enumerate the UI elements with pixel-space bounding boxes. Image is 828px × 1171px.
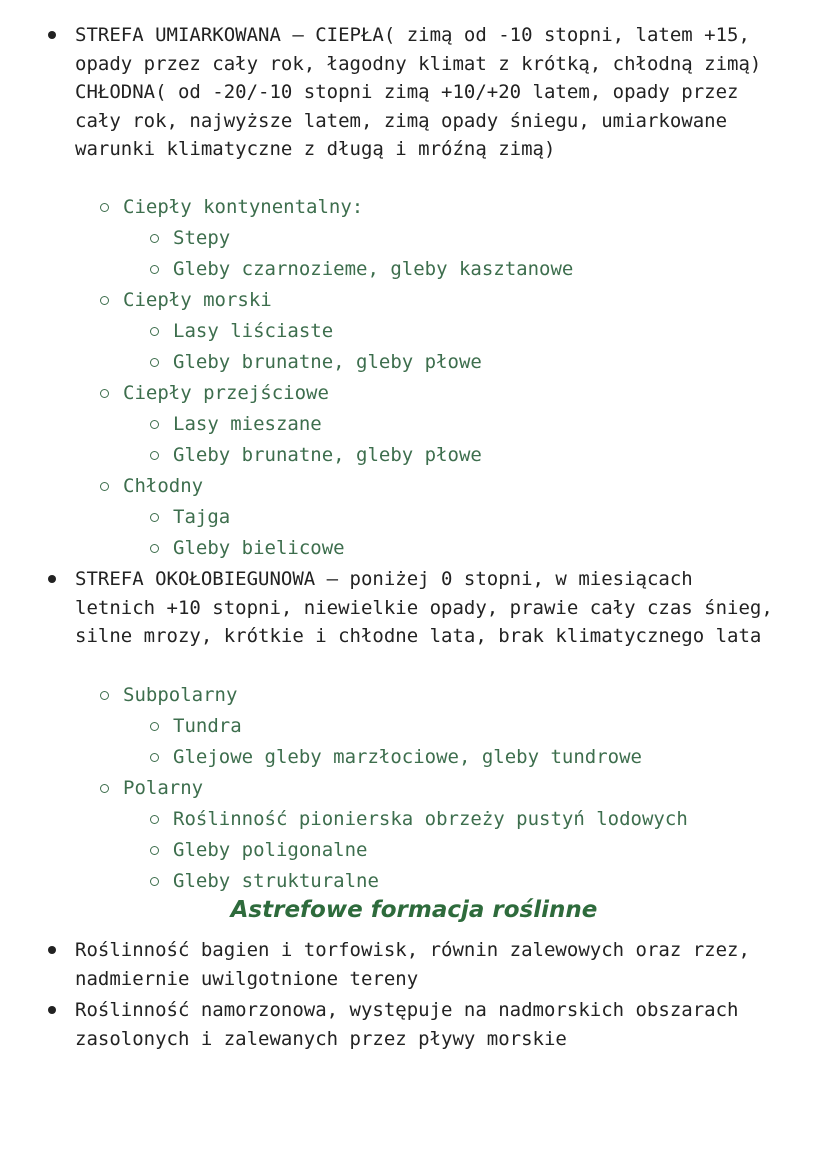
- circle-bullet-icon: [150, 420, 159, 429]
- circle-bullet-icon: [100, 691, 109, 700]
- item-taiga: Tajga: [173, 502, 230, 533]
- item-deciduous-forests: Lasy liściaste: [173, 316, 333, 347]
- circle-bullet-icon: [150, 234, 159, 243]
- item-soils-chernozem: Gleby czarnozieme, gleby kasztanowe: [173, 254, 573, 285]
- section-text: STREFA OKOŁOBIEGUNOWA – poniżej 0 stopni, w miesiącach letnich +10 stopni, niewielkie opady, prawie cały czas śnieg, silne mrozy, krótkie i chłodne lata, brak klimatycznego lata: [75, 568, 773, 647]
- item-soils-permafrost: Glejowe gleby marzłociowe, gleby tundrowe: [173, 742, 642, 773]
- circle-bullet-icon: [100, 482, 109, 491]
- circle-bullet-icon: [100, 389, 109, 398]
- circle-bullet-icon: [150, 846, 159, 855]
- bullet-icon: [48, 31, 56, 39]
- subtype-warm-continental: Ciepły kontynentalny:: [123, 192, 363, 223]
- section-temperate-zone: [75, 21, 775, 164]
- circle-bullet-icon: [150, 753, 159, 762]
- circle-bullet-icon: [100, 296, 109, 305]
- section-polar-zone: [75, 565, 775, 651]
- subtype-cold: Chłodny: [123, 471, 203, 502]
- item-tundra: Tundra: [173, 711, 242, 742]
- subtype-warm-transitional: Ciepły przejściowe: [123, 378, 329, 409]
- item-soils-brown-1: Gleby brunatne, gleby płowe: [173, 347, 482, 378]
- item-soils-polygonal: Gleby poligonalne: [173, 835, 367, 866]
- bullet-icon: [48, 946, 56, 954]
- circle-bullet-icon: [150, 265, 159, 274]
- item-steppes: Stepy: [173, 223, 230, 254]
- item-pioneer-vegetation: Roślinność pionierska obrzeży pustyń lodowych: [173, 804, 688, 835]
- circle-bullet-icon: [150, 877, 159, 886]
- subtype-subpolar: Subpolarny: [123, 680, 237, 711]
- subtype-warm-maritime: Ciepły morski: [123, 285, 272, 316]
- item-soils-brown-2: Gleby brunatne, gleby płowe: [173, 440, 482, 471]
- circle-bullet-icon: [150, 544, 159, 553]
- circle-bullet-icon: [150, 327, 159, 336]
- circle-bullet-icon: [150, 451, 159, 460]
- circle-bullet-icon: [150, 513, 159, 522]
- section-heading: Astrefowe formacja roślinne: [230, 897, 598, 923]
- item-soils-podzolic: Gleby bielicowe: [173, 533, 345, 564]
- subtype-polar: Polarny: [123, 773, 203, 804]
- circle-bullet-icon: [150, 815, 159, 824]
- bullet-icon: [48, 575, 56, 583]
- circle-bullet-icon: [100, 203, 109, 212]
- circle-bullet-icon: [150, 358, 159, 367]
- item-wetland-vegetation: Roślinność bagien i torfowisk, równin zalewowych oraz rzez, nadmiernie uwilgotnione tereny: [75, 936, 775, 993]
- circle-bullet-icon: [150, 722, 159, 731]
- section-text: STREFA UMIARKOWANA – CIEPŁA( zimą od -10 stopni, latem +15, opady przez cały rok, łagodny klimat z krótką, chłodną zimą) CHŁODNA( od -20/-10 stopni zimą +10/+20 latem, opady przez cały rok, najwyższe latem, zimą opady śniegu, umiarkowane warunki klimatyczne z długą i mróźną zimą): [75, 24, 762, 160]
- bullet-icon: [48, 1006, 56, 1014]
- item-mixed-forests: Lasy mieszane: [173, 409, 322, 440]
- circle-bullet-icon: [100, 784, 109, 793]
- item-soils-structural: Gleby strukturalne: [173, 866, 379, 897]
- item-mangrove-vegetation: Roślinność namorzonowa, występuje na nadmorskich obszarach zasolonych i zalewanych przez pływy morskie: [75, 996, 775, 1053]
